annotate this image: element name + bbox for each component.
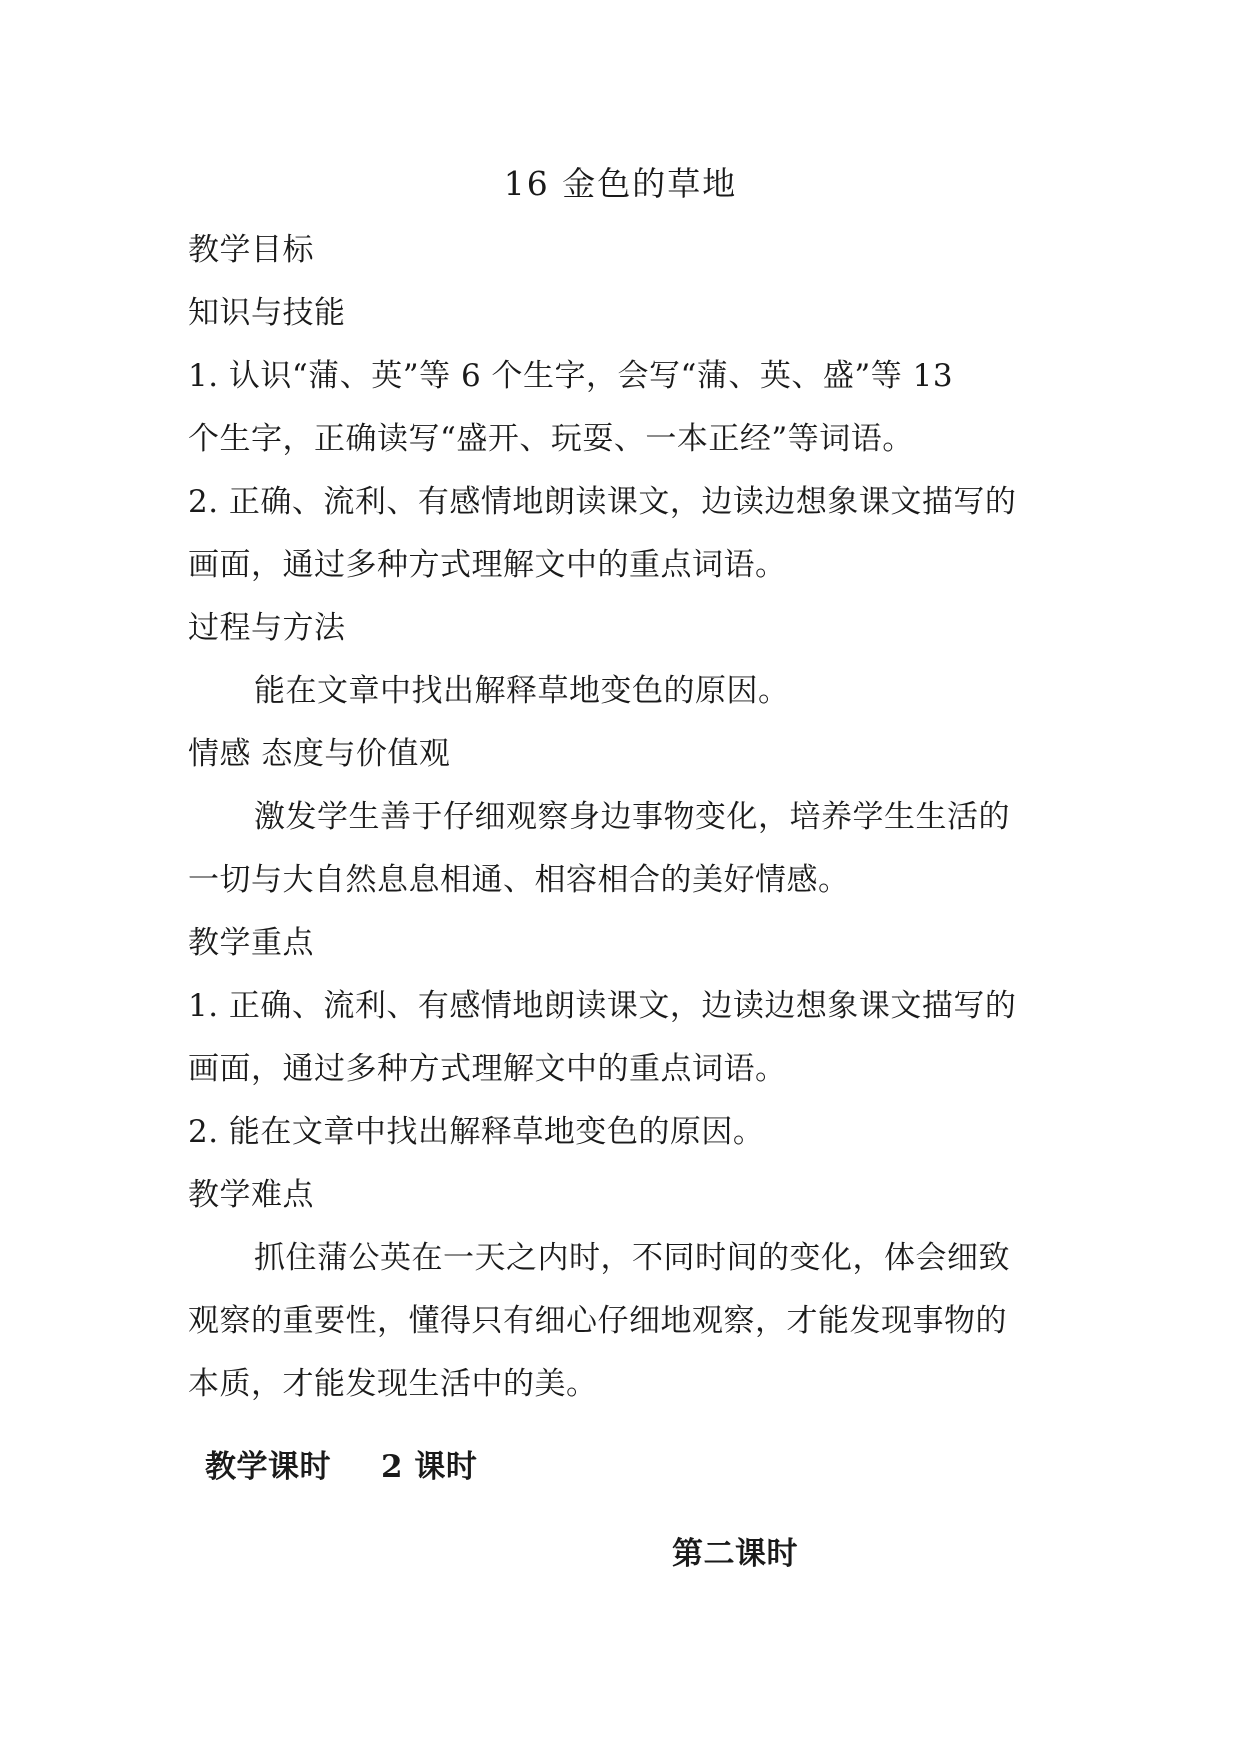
section-heading-objectives: 教学目标 xyxy=(188,232,314,268)
section-heading-knowledge: 知识与技能 xyxy=(188,295,346,331)
section-heading-process: 过程与方法 xyxy=(188,610,346,646)
knowledge-item-2-line-2: 画面，通过多种方式理解文中的重点词语。 xyxy=(188,547,787,583)
key-item-2: 2. 能在文章中找出解释草地变色的原因。 xyxy=(188,1114,765,1150)
difficulty-text-line-3: 本质，才能发现生活中的美。 xyxy=(188,1366,598,1402)
section-heading-emotion: 情感 态度与价值观 xyxy=(188,736,451,772)
key-item-1-line-2: 画面，通过多种方式理解文中的重点词语。 xyxy=(188,1051,787,1087)
document-title: 16 金色的草地 xyxy=(503,164,738,203)
process-text: 能在文章中找出解释草地变色的原因。 xyxy=(254,673,790,709)
knowledge-item-1-line-2: 个生字，正确读写“盛开、玩耍、一本正经”等词语。 xyxy=(188,421,914,457)
difficulty-text-line-1: 抓住蒲公英在一天之内时，不同时间的变化，体会细致 xyxy=(254,1240,1010,1276)
teaching-hours-label: 教学课时 xyxy=(205,1449,331,1485)
emotion-text-line-2: 一切与大自然息息相通、相容相合的美好情感。 xyxy=(188,862,850,898)
knowledge-item-2-line-1: 2. 正确、流利、有感情地朗读课文，边读边想象课文描写的 xyxy=(188,484,1017,520)
knowledge-item-1-line-1: 1. 认识“蒲、英”等 6 个生字，会写“蒲、英、盛”等 13 xyxy=(188,358,954,394)
difficulty-text-line-2: 观察的重要性，懂得只有细心仔细地观察，才能发现事物的 xyxy=(188,1303,1007,1339)
emotion-text-line-1: 激发学生善于仔细观察身边事物变化，培养学生生活的 xyxy=(254,799,1010,835)
key-item-1-line-1: 1. 正确、流利、有感情地朗读课文，边读边想象课文描写的 xyxy=(188,988,1017,1024)
teaching-hours xyxy=(205,1447,1075,1487)
lesson-heading: 第二课时 xyxy=(672,1536,798,1572)
section-heading-key-points: 教学重点 xyxy=(188,925,314,961)
teaching-hours-value: 2 课时 xyxy=(381,1449,478,1485)
section-heading-difficulty: 教学难点 xyxy=(188,1177,314,1213)
